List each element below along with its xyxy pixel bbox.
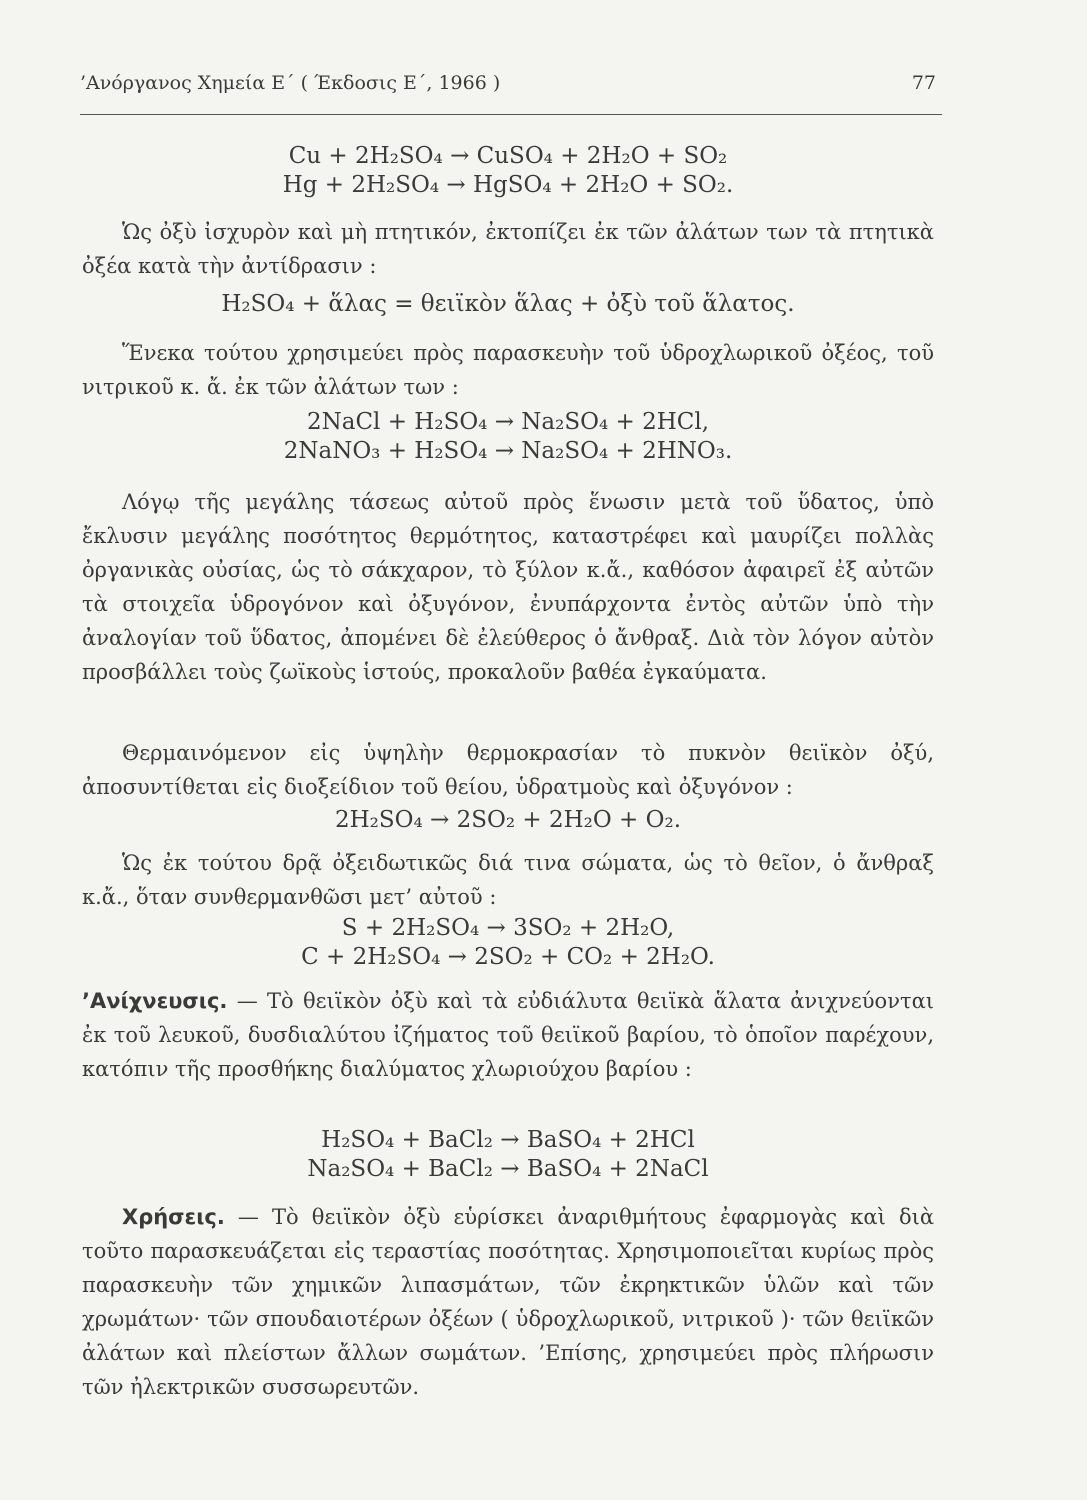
paragraph-uses [82,1200,934,1404]
equation-line: Na₂SO₄ + BaCl₂ → BaSO₄ + 2NaCl [307,1156,709,1182]
uses-text: — Τὸ θειϊκὸν ὀξὺ εὑρίσκει ἀναριθμήτους ἐφαρμογὰς καὶ διὰ τοῦτο παρασκευάζεται εἰς τεραστίας ποσότητας. Χρησιμοποιεῖται κυρίως πρὸς παρασκευὴν τῶν χημικῶν λιπασμάτων, τῶν ἐκρηκτικῶν ὑλῶν καὶ τῶν χρωμάτων· τῶν σπουδαιοτέρων ὀξέων ( ὑδροχλωρικοῦ, νιτρικοῦ )· τῶν θειϊκῶν ἀλάτων καὶ πλείστων ἄλλων σωμάτων. ’Επίσης, χρησιμεύει πρὸς πλήρωσιν τῶν ἠλεκτρικῶν συσσωρευτῶν. [82,1205,934,1399]
equation-line: C + 2H₂SO₄ → 2SO₂ + CO₂ + 2H₂O. [301,944,715,970]
paragraph-decomposition: Θερμαινόμενον εἰς ὑψηλὴν θερμοκρασίαν τὸ πυκνὸν θειϊκὸν ὀξύ, ἀποσυντίθεται εἰς διοξείδιον τοῦ θείου, ὑδρατμοὺς καὶ ὀξυγόνον : [82,741,934,799]
page-header [80,70,942,115]
equation-line: H₂SO₄ + BaCl₂ → BaSO₄ + 2HCl [321,1127,695,1153]
equation-nacl-nano3 [82,408,934,466]
detection-heading: ’Ανίχνευσις. [82,989,228,1013]
equation-line: 2NaCl + H₂SO₄ → Na₂SO₄ + 2HCl, [306,409,710,435]
equation-decomposition [82,806,934,835]
paragraph-displacement: Ὡς ὀξὺ ἰσχυρὸν καὶ μὴ πτητικόν, ἐκτοπίζει ἐκ τῶν ἀλάτων των τὰ πτητικὰ ὀξέα κατὰ τὴν ἀντίδρασιν : [82,220,934,278]
equation-line: Cu + 2H₂SO₄ → CuSO₄ + 2H₂O + SO₂ [288,143,728,169]
equation-line: H₂SO₄ + ἅλας = θειϊκὸν ἅλας + ὀξὺ τοῦ ἅλατος. [221,291,795,317]
running-title: ’Ανόργανος Χημεία Ε΄ ( Έκδοσις Ε΄, 1966 ) [80,72,501,94]
paragraph-dehydration: Λόγῳ τῆς μεγάλης τάσεως αὐτοῦ πρὸς ἕνωσιν μετὰ τοῦ ὕδατος, ὑπὸ ἔκλυσιν μεγάλης ποσότητος θερμότητος, καταστρέφει καὶ μαυρίζει πολλὰς ὀργανικὰς οὐσίας, ὡς τὸ σάκχαρον, τὸ ξύλον κ.ἄ., καθόσον ἀφαιρεῖ ἐξ αὐτῶν τὰ στοιχεῖα ὑδρογόνον καὶ ὀξυγόνον, ἐνυπάρχοντα ἐντὸς αὐτῶν ὑπὸ τὴν ἀναλογίαν τοῦ ὕδατος, ἀπομένει δὲ ἐλεύθερος ὁ ἄνθραξ. Διὰ τὸν λόγον αὐτὸν προσβάλλει τοὺς ζωϊκοὺς ἱστούς, προκαλοῦν βαθέα ἐγκαύματα. [82,490,934,684]
equation-salt [82,290,934,319]
paragraph-preparation: Ἕνεκα τούτου χρησιμεύει πρὸς παρασκευὴν τοῦ ὑδροχλωρικοῦ ὀξέος, τοῦ νιτρικοῦ κ. ἄ. ἐκ τῶν ἀλάτων των : [82,341,934,399]
equation-line: 2H₂SO₄ → 2SO₂ + 2H₂O + O₂. [334,807,682,833]
page-number: 77 [911,72,936,94]
equation-s-c [82,914,934,972]
equation-line: S + 2H₂SO₄ → 3SO₂ + 2H₂O, [341,915,675,941]
equation-cu-hg [82,142,934,200]
equation-line: 2NaNO₃ + H₂SO₄ → Na₂SO₄ + 2HNO₃. [283,438,733,464]
paragraph-detection [82,984,934,1086]
equation-barium [82,1126,934,1184]
paragraph-oxidation: Ὡς ἐκ τούτου δρᾷ ὀξειδωτικῶς διά τινα σώματα, ὡς τὸ θεῖον, ὁ ἄνθραξ κ.ἄ., ὅταν συνθερμανθῶσι μετ’ αὐτοῦ : [82,851,934,909]
equation-line: Hg + 2H₂SO₄ → HgSO₄ + 2H₂O + SO₂. [282,172,734,198]
uses-heading: Χρήσεις. [122,1205,225,1229]
detection-text: — Τὸ θειϊκὸν ὀξὺ καὶ τὰ εὐδιάλυτα θειϊκὰ ἅλατα ἀνιχνεύονται ἐκ τοῦ λευκοῦ, δυσδιαλύτου ἰζήματος τοῦ θειϊκοῦ βαρίου, τὸ ὁποῖον παρέχουν, κατόπιν τῆς προσθήκης διαλύματος χλωριούχου βαρίου : [82,989,934,1081]
